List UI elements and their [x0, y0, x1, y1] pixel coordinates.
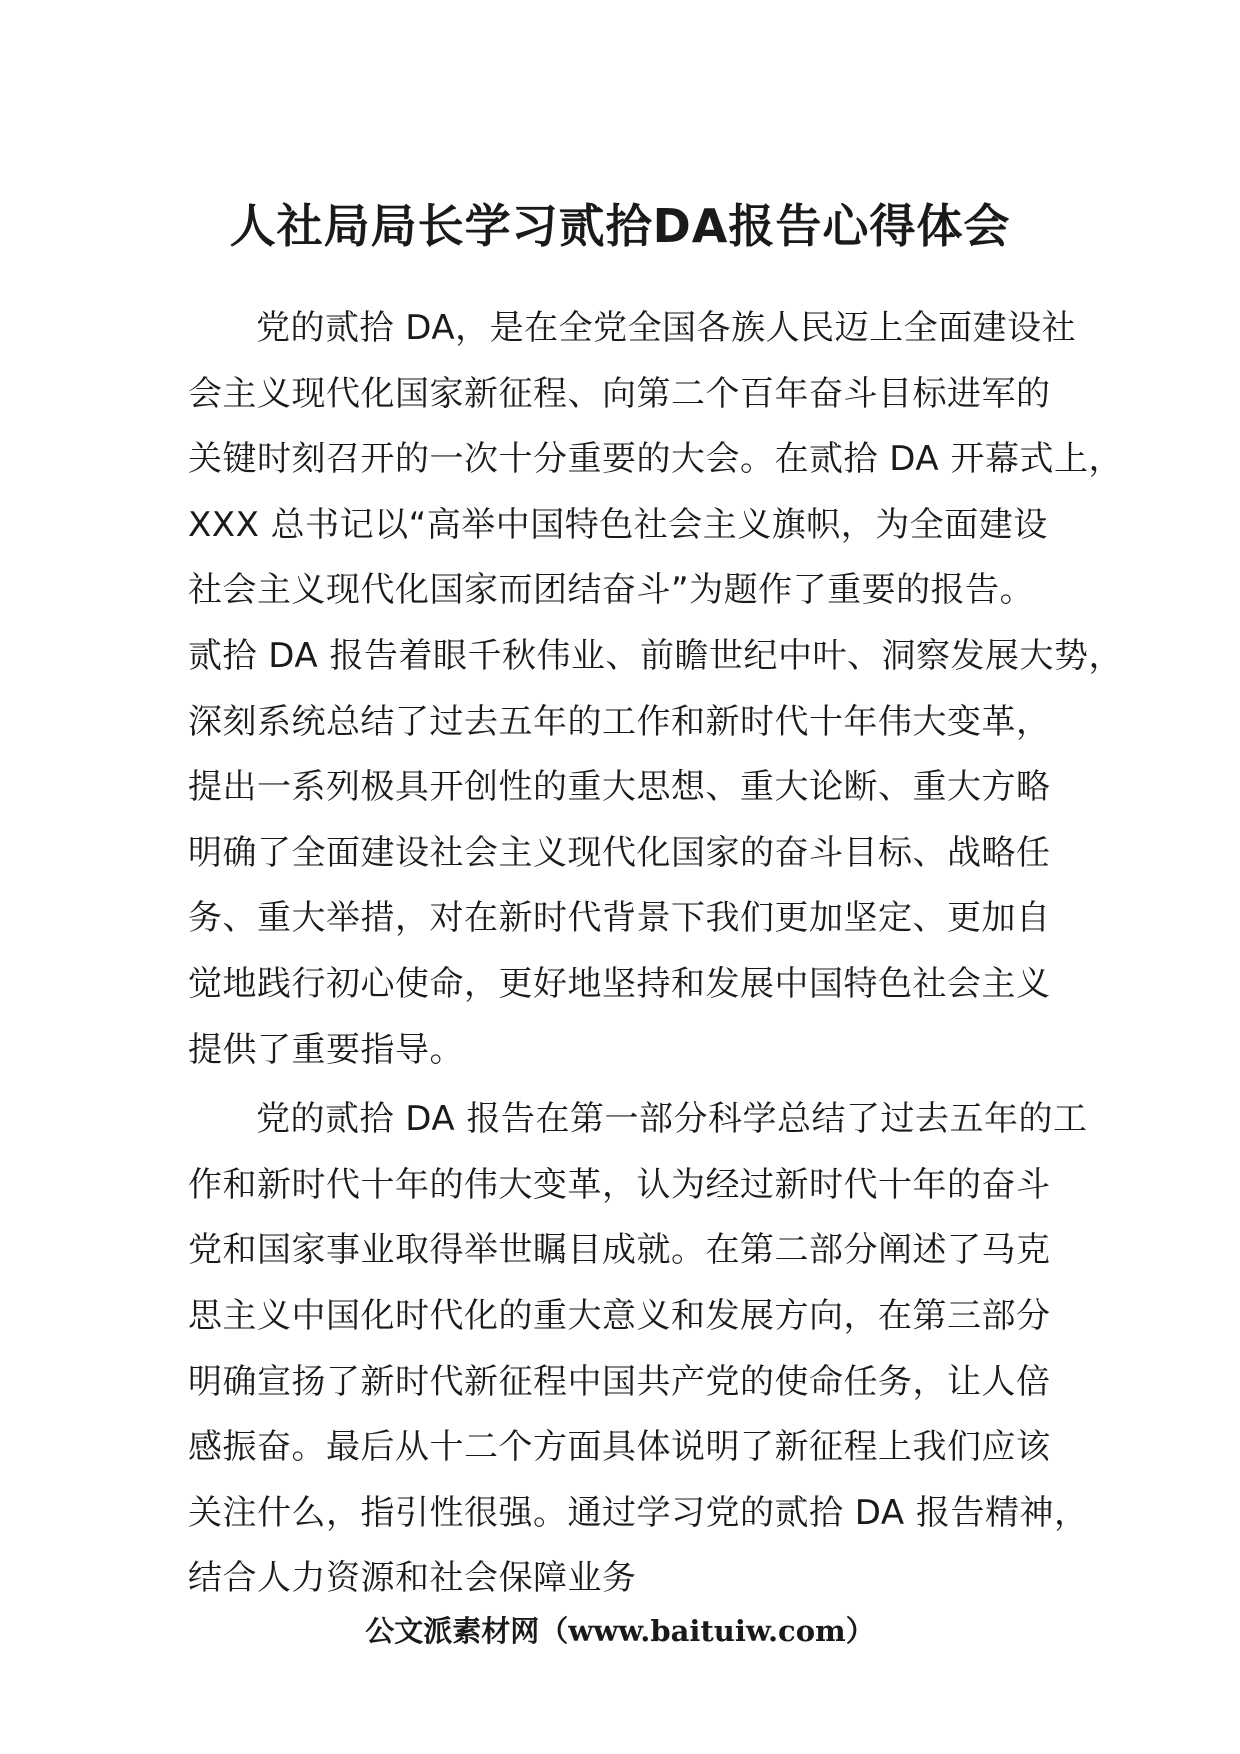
text-line: 关键时刻召开的一次十分重要的大会。在贰拾 DA 开幕式上， [188, 439, 1123, 480]
text-line: 贰拾 DA 报告着眼千秋伟业、前瞻世纪中叶、洞察发展大势， [188, 635, 1123, 676]
text-line: 务、重大举措，对在新时代背景下我们更加坚定、更加自 [188, 898, 1051, 939]
paragraph-2 [188, 1087, 1089, 1612]
text-line: 思主义中国化时代化的重大意义和发展方向，在第三部分 [188, 1295, 1051, 1336]
text-line: 党的贰拾 DA 报告在第一部分科学总结了过去五年的工 [256, 1099, 1088, 1140]
text-line: 觉地践行初心使命，更好地坚持和发展中国特色社会主义 [188, 963, 1051, 1004]
text-line: 会主义现代化国家新征程、向第二个百年奋斗目标进军的 [188, 373, 1051, 414]
document-body [188, 296, 1123, 1616]
text-line: 深刻系统总结了过去五年的工作和新时代十年伟大变革， [188, 701, 1051, 742]
text-line: 关注什么，指引性很强。通过学习党的贰拾 DA 报告精神， [188, 1492, 1089, 1533]
text-line: XXX 总书记以“高举中国特色社会主义旗帜，为全面建设 [188, 504, 1048, 545]
source-footer: 公文派素材网（www.baituiw.com） [365, 1614, 875, 1648]
text-line: 明确了全面建设社会主义现代化国家的奋斗目标、战略任 [188, 832, 1051, 873]
paragraph-1 [188, 296, 1123, 1083]
text-line: 党的贰拾 DA，是在全党全国各族人民迈上全面建设社 [256, 308, 1077, 348]
text-line: 提出一系列极具开创性的重大思想、重大论断、重大方略 [188, 767, 1051, 808]
text-line: 结合人力资源和社会保障业务 [188, 1558, 637, 1599]
text-line: 明确宣扬了新时代新征程中国共产党的使命任务，让人倍 [188, 1361, 1051, 1402]
text-line: 作和新时代十年的伟大变革，认为经过新时代十年的奋斗 [188, 1164, 1051, 1205]
text-line: 社会主义现代化国家而团结奋斗”为题作了重要的报告。 [188, 570, 1035, 611]
text-line: 党和国家事业取得举世瞩目成就。在第二部分阐述了马克 [188, 1230, 1051, 1271]
text-line: 感振奋。最后从十二个方面具体说明了新征程上我们应该 [188, 1427, 1051, 1468]
document-title: 人社局局长学习贰拾DA报告心得体会 [229, 199, 1011, 253]
text-line: 提供了重要指导。 [188, 1029, 464, 1070]
